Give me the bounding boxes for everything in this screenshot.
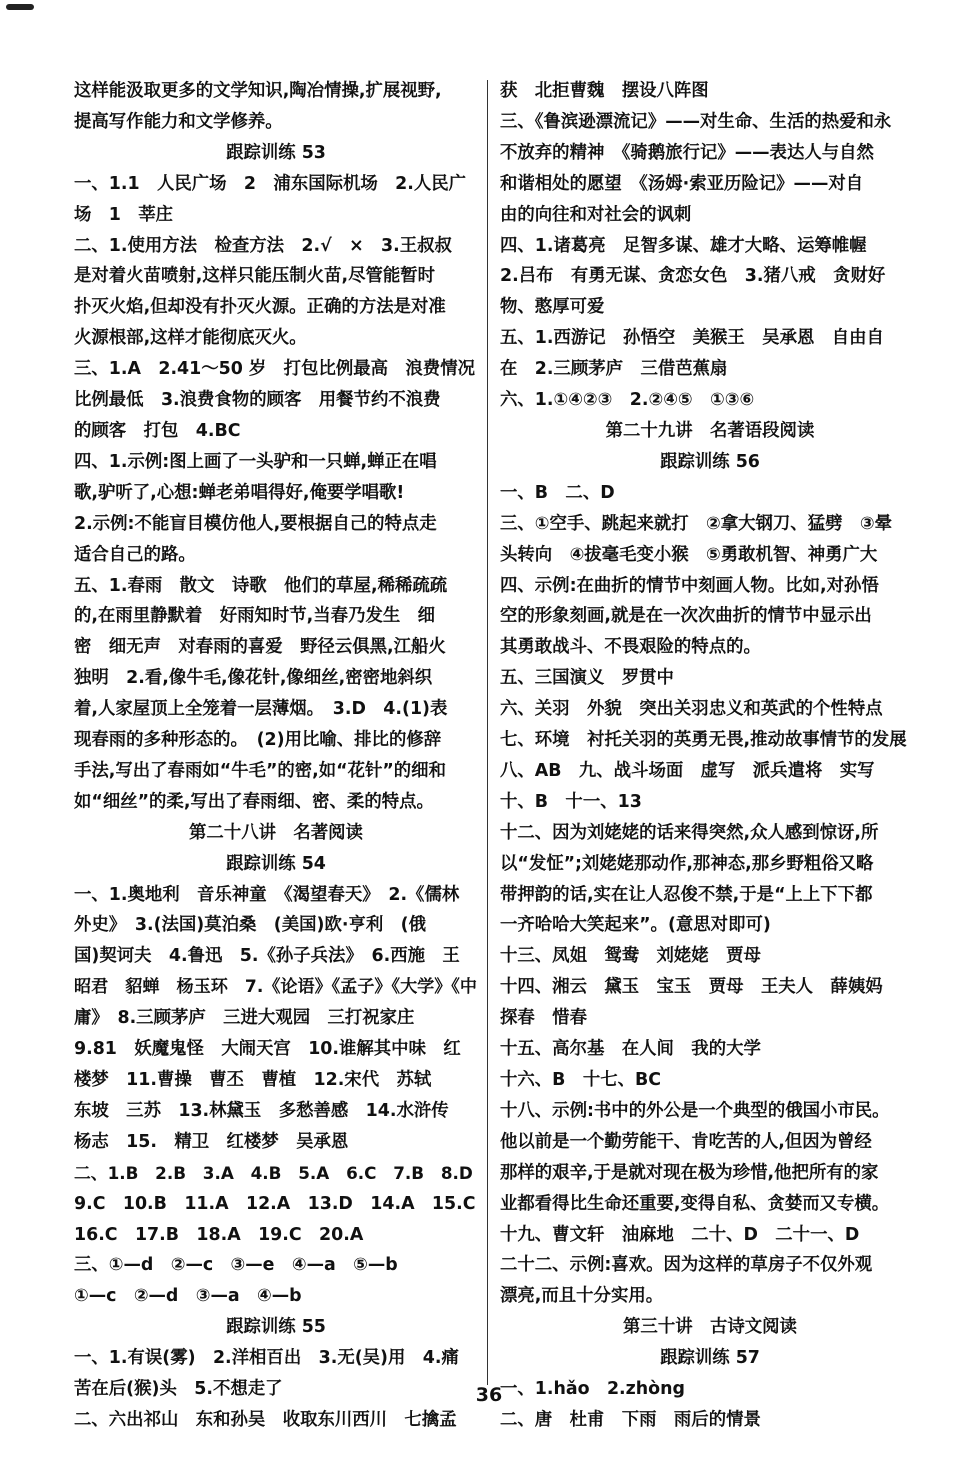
- text-line: 苦在后(猴)头 5.不想走了: [74, 1379, 283, 1400]
- text-line: 三、1.A 2.41～50 岁 打包比例最高 浪费情况: [74, 359, 475, 380]
- text-line: 16.C 17.B 18.A 19.C 20.A: [74, 1224, 364, 1245]
- text-line: 四、1.诸葛亮 足智多谋、雄才大略、运筹帷幄: [500, 235, 867, 256]
- text-line: 十八、示例:书中的外公是一个典型的俄国小市民。: [500, 1100, 890, 1121]
- text-line: 提高写作能力和文学修养。: [74, 111, 283, 132]
- text-line: 八、AB 九、战斗场面 虚写 派兵遣将 实写: [500, 760, 875, 781]
- text-line: 2.示例:不能盲目模仿他人,要根据自己的特点走: [74, 513, 437, 534]
- section-heading: 第二十九讲 名著语段阅读: [605, 420, 815, 441]
- text-line: 一齐哈哈大笑起来”。(意思对即可): [500, 915, 771, 936]
- text-line: 的顾客 打包 4.BC: [74, 420, 241, 441]
- text-line: 他以前是一个勤劳能干、肯吃苦的人,但因为曾经: [500, 1131, 872, 1152]
- text-line: 一、1.1 人民广场 2 浦东国际机场 2.人民广: [74, 173, 467, 194]
- text-line: 四、示例:在曲折的情节中刻画人物。比如,对孙悟: [500, 575, 879, 596]
- section-heading: 跟踪训练 57: [660, 1348, 760, 1369]
- left-column: [74, 76, 478, 1436]
- text-line: 二、唐 杜甫 下雨 雨后的情景: [500, 1409, 761, 1430]
- page-number: 36: [475, 1384, 503, 1406]
- text-line: 不放弃的精神 《骑鹅旅行记》——表达人与自然: [500, 142, 874, 163]
- text-line: 外史》 3.(法国)莫泊桑 (美国)欧·亨利 (俄: [74, 915, 426, 936]
- text-line: 一、1.有误(雾) 2.洋相百出 3.无(吴)用 4.痛: [74, 1348, 459, 1369]
- scan-mark: [6, 4, 34, 10]
- text-line: 那样的艰辛,于是就对现在极为珍惜,他把所有的家: [500, 1162, 879, 1183]
- text-line: 十四、湘云 黛玉 宝玉 贾母 王夫人 薛姨妈: [500, 977, 883, 998]
- text-line: 着,人家屋顶上全笼着一层薄烟。 3.D 4.(1)表: [74, 699, 448, 720]
- text-line: 由的向往和对社会的讽刺: [500, 204, 692, 225]
- text-line: 2.吕布 有勇无谋、贪恋女色 3.猪八戒 贪财好: [500, 266, 886, 287]
- text-line: 扑灭火焰,但却没有扑灭火源。正确的方法是对准: [74, 297, 446, 318]
- text-line: 十六、B 十七、BC: [500, 1070, 662, 1090]
- text-line: 三、《鲁滨逊漂流记》——对生命、生活的热爱和永: [500, 111, 892, 132]
- text-line: 带押韵的话,实在让人忍俊不禁,于是“上上下下都: [500, 884, 873, 905]
- text-line: 业都看得比生命还重要,变得自私、贪婪而又专横。: [500, 1193, 890, 1214]
- text-line: 二十二、示例:喜欢。因为这样的草房子不仅外观: [500, 1255, 873, 1276]
- text-line: 密 细无声 对春雨的喜爱 野径云俱黑,江船火: [74, 637, 446, 658]
- text-line: 的,在雨里静默着 好雨知时节,当春乃发生 细: [74, 606, 436, 627]
- text-line: 三、①—d ②—c ③—e ④—a ⑤—b: [74, 1255, 398, 1276]
- text-line: 五、1.西游记 孙悟空 美猴王 吴承恩 自由自: [500, 328, 884, 349]
- text-line: 四、1.示例:图上画了一头驴和一只蝉,蝉正在唱: [74, 451, 437, 472]
- text-line: 十三、凤姐 鸳鸯 刘姥姥 贾母: [500, 946, 761, 967]
- text-line: 国)契诃夫 4.鲁迅 5.《孙子兵法》 6.西施 王: [74, 946, 460, 967]
- text-line: 二、六出祁山 东和孙吴 收取东川西川 七擒孟: [74, 1409, 457, 1430]
- section-heading: 跟踪训练 53: [226, 142, 326, 163]
- text-line: 一、1.奥地利 音乐神童 《渴望春天》 2.《儒林: [74, 884, 460, 905]
- section-heading: 跟踪训练 54: [226, 853, 326, 874]
- text-line: 五、1.春雨 散文 诗歌 他们的草屋,稀稀疏疏: [74, 575, 448, 596]
- text-line: 如“细丝”的柔,写出了春雨细、密、柔的特点。: [74, 791, 434, 812]
- text-line: 独明 2.看,像牛毛,像花针,像细丝,密密地斜织: [74, 668, 433, 689]
- text-line: 比例最低 3.浪费食物的顾客 用餐节约不浪费: [74, 390, 441, 411]
- text-line: 楼梦 11.曹操 曹丕 曹植 12.宋代 苏轼: [74, 1070, 432, 1090]
- text-line: 庸》 8.三顾茅庐 三进大观园 三打祝家庄: [74, 1008, 415, 1029]
- text-line: 东坡 三苏 13.林黛玉 多愁善感 14.水浒传: [74, 1100, 449, 1121]
- text-line: 歌,驴听了,心想:蝉老弟唱得好,俺要学唱歌!: [74, 482, 405, 503]
- text-line: 现春雨的多种形态的。 (2)用比喻、排比的修辞: [74, 730, 442, 751]
- text-line: 一、1.hǎo 2.zhòng: [500, 1379, 685, 1400]
- text-line: 一、B 二、D: [500, 482, 615, 503]
- text-line: 手法,写出了春雨如“牛毛”的密,如“花针”的细和: [74, 760, 446, 781]
- text-line: 昭君 貂蝉 杨玉环 7.《论语》《孟子》《大学》《中: [74, 977, 477, 998]
- text-line: 七、环境 衬托关羽的英勇无畏,推动故事情节的发展: [500, 730, 907, 751]
- text-line: 9.C 10.B 11.A 12.A 13.D 14.A 15.C: [74, 1193, 476, 1214]
- text-line: 这样能汲取更多的文学知识,陶冶情操,扩展视野,: [74, 81, 442, 101]
- section-heading: 第三十讲 古诗文阅读: [623, 1317, 797, 1338]
- text-line: 漂亮,而且十分实用。: [500, 1286, 664, 1307]
- text-line: 探春 惜春: [500, 1008, 587, 1029]
- text-line: 十二、因为刘姥姥的话来得突然,众人感到惊讶,所: [500, 822, 879, 843]
- text-line: 十九、曹文轩 油麻地 二十、D 二十一、D: [500, 1224, 860, 1245]
- text-line: 三、①空手、跳起来就打 ②拿大钢刀、猛劈 ③晕: [500, 513, 892, 534]
- text-line: 物、憨厚可爱: [500, 297, 605, 318]
- text-line: 场 1 莘庄: [74, 204, 174, 225]
- text-line: 头转向 ④拔毫毛变小猴 ⑤勇敢机智、神勇广大: [500, 544, 878, 565]
- text-line: 是对着火苗喷射,这样只能压制火苗,尽管能暂时: [74, 266, 436, 287]
- text-line: 和谐相处的愿望 《汤姆·索亚历险记》——对自: [500, 173, 864, 194]
- text-line: 六、关羽 外貌 突出关羽忠义和英武的个性特点: [500, 699, 883, 720]
- text-line: 在 2.三顾茅庐 三借芭蕉扇: [500, 359, 728, 380]
- column-divider: [487, 80, 488, 1385]
- text-line: 空的形象刻画,就是在一次次曲折的情节中显示出: [500, 606, 872, 627]
- right-column: [500, 76, 920, 1436]
- text-line: 十五、高尔基 在人间 我的大学: [500, 1039, 761, 1060]
- text-line: 二、1.使用方法 检查方法 2.√ × 3.王叔叔: [74, 235, 452, 256]
- text-line: 五、三国演义 罗贯中: [500, 668, 674, 689]
- text-line: 火源根部,这样才能彻底灭火。: [74, 328, 307, 349]
- text-line: 六、1.①④②③ 2.②④⑤ ①③⑥: [500, 390, 755, 411]
- section-heading: 第二十八讲 名著阅读: [189, 822, 363, 843]
- text-line: 二、1.B 2.B 3.A 4.B 5.A 6.C 7.B 8.D: [74, 1162, 473, 1183]
- section-heading: 跟踪训练 56: [660, 451, 760, 472]
- text-line: 杨志 15. 精卫 红楼梦 吴承恩: [74, 1131, 349, 1152]
- section-heading: 跟踪训练 55: [226, 1317, 326, 1338]
- text-line: 获 北拒曹魏 摆设八阵图: [500, 81, 709, 101]
- text-line: 适合自己的路。: [74, 544, 196, 565]
- text-line: ①—c ②—d ③—a ④—b: [74, 1286, 302, 1307]
- text-line: 9.81 妖魔鬼怪 大闹天宫 10.谁解其中味 红: [74, 1039, 461, 1060]
- text-line: 以“发怔”;刘姥姥那动作,那神态,那乡野粗俗又略: [500, 853, 874, 874]
- text-line: 十、B 十一、13: [500, 791, 642, 812]
- text-line: 其勇敢战斗、不畏艰险的特点的。: [500, 637, 761, 658]
